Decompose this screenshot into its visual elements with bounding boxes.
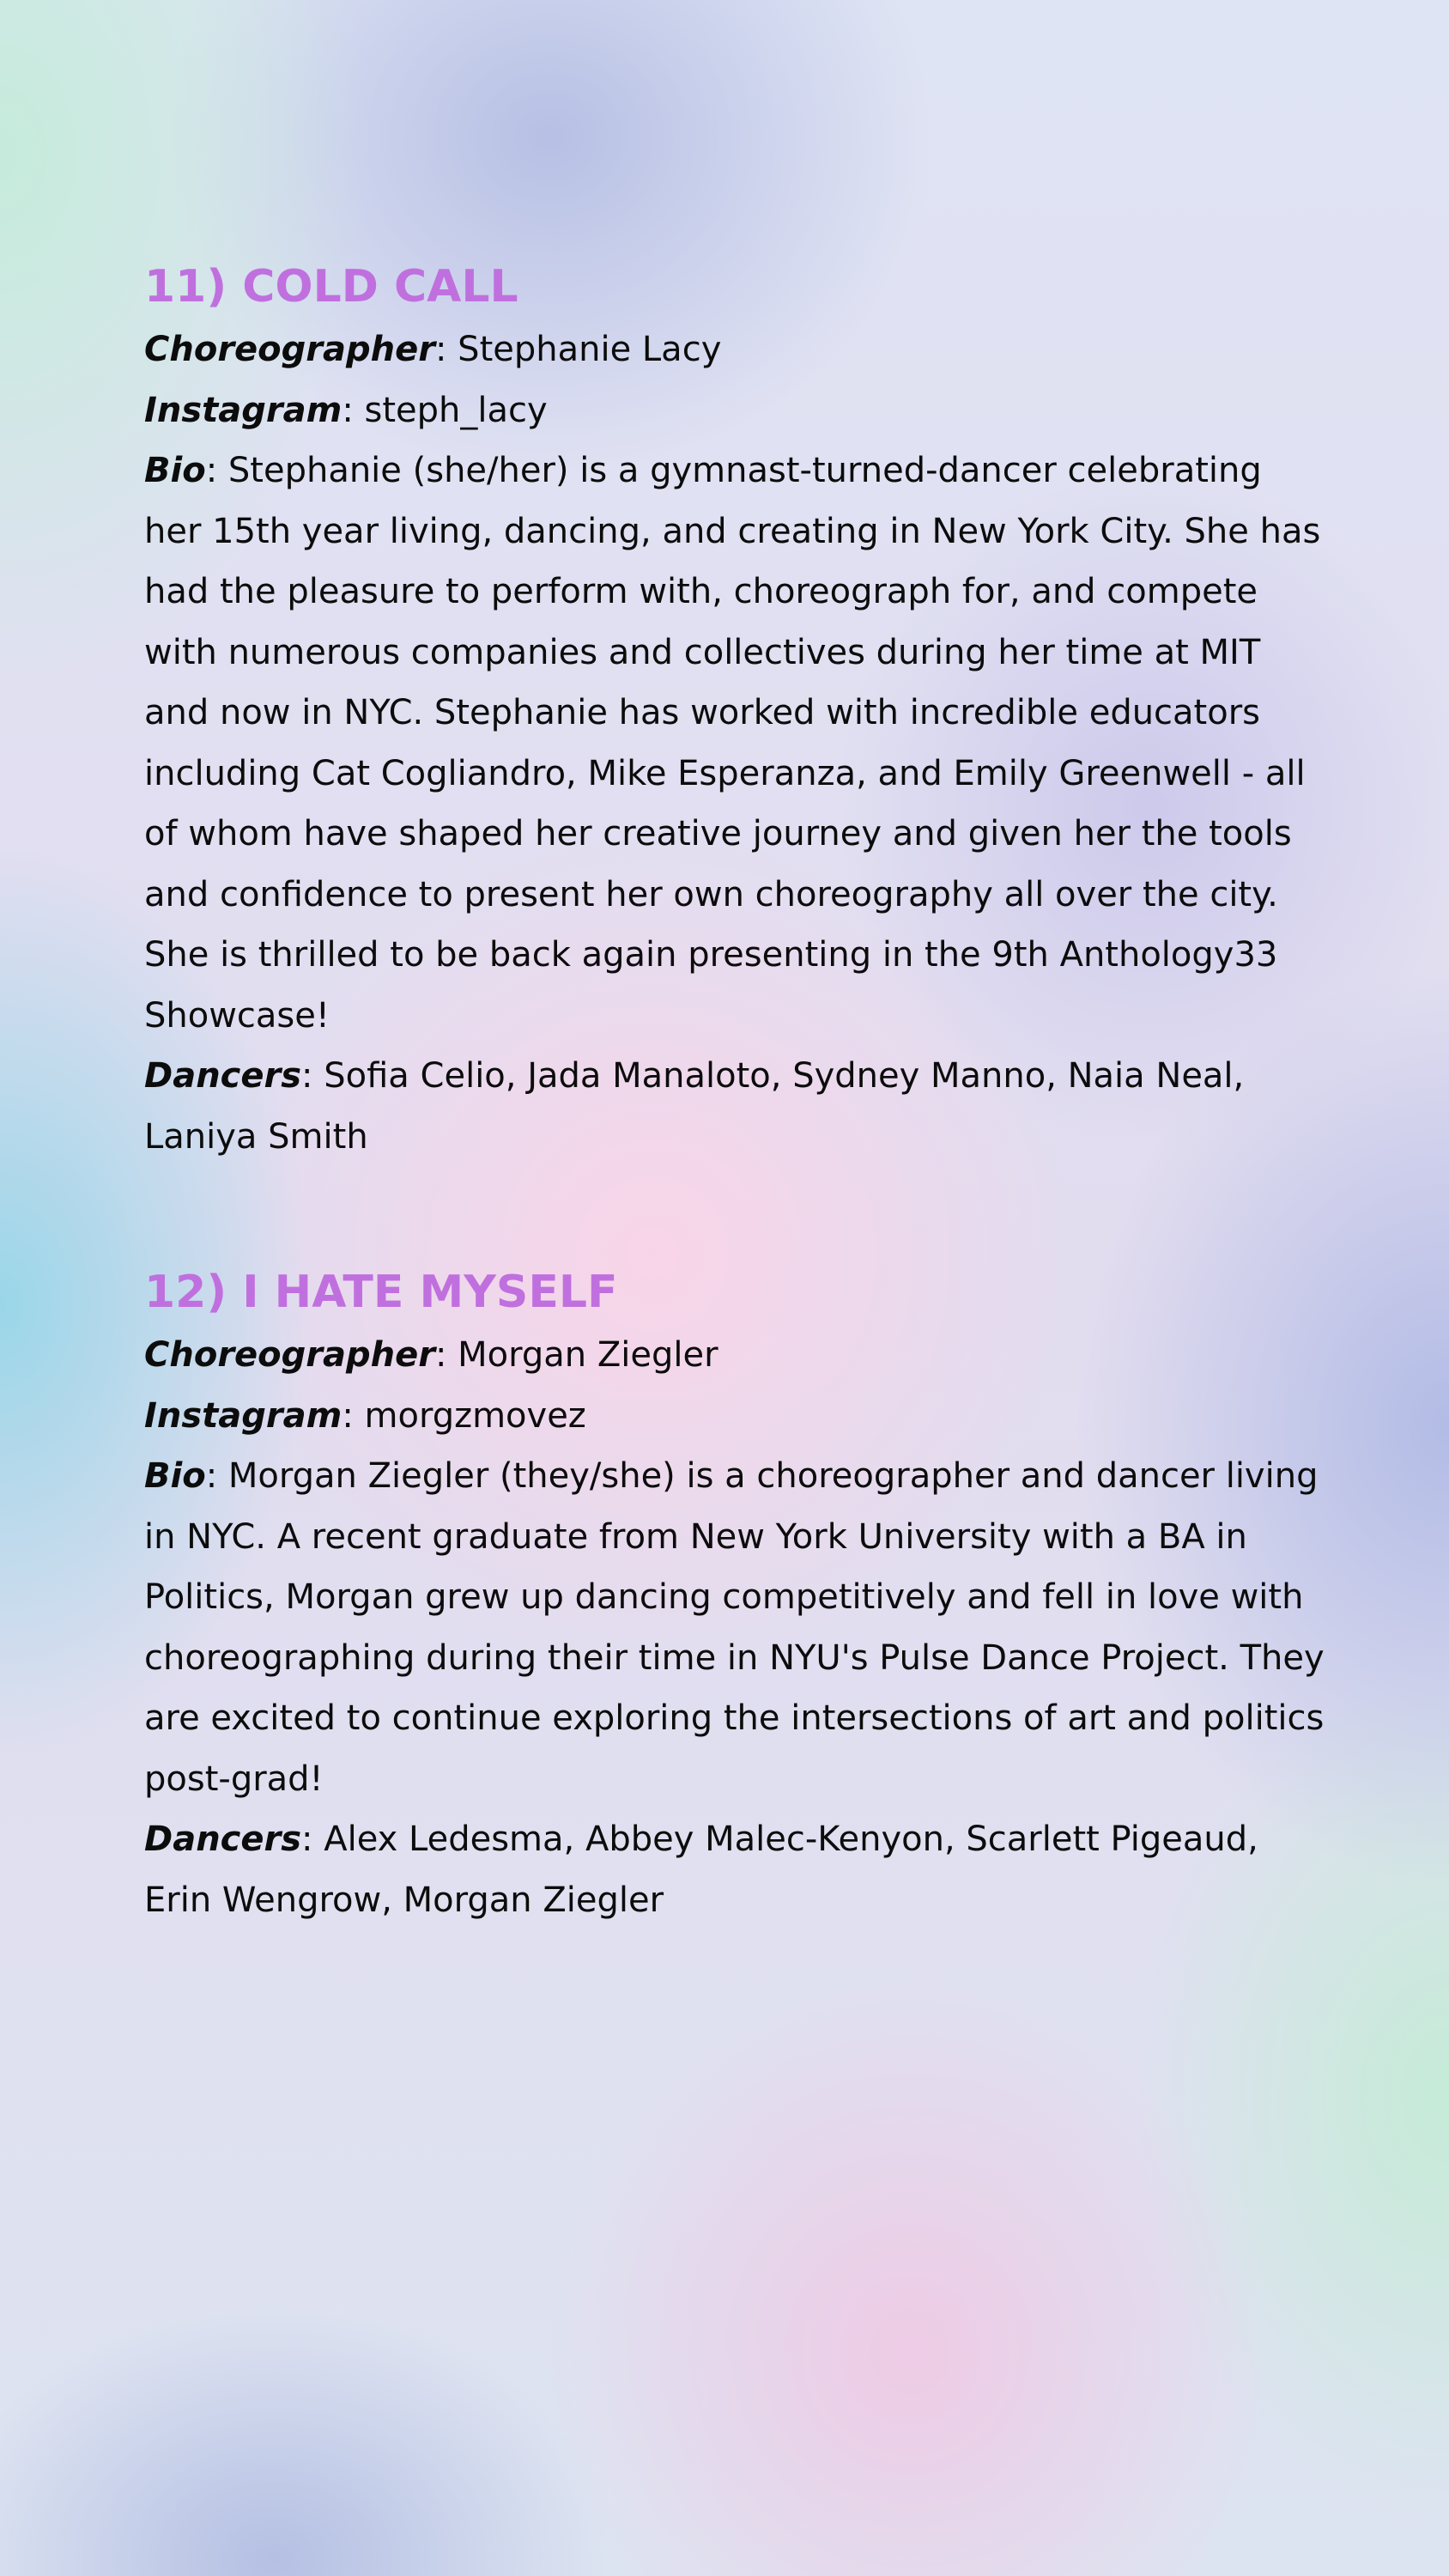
dancers-line: Dancers: Sofia Celio, Jada Manaloto, Sydney Manno, Naia Neal, Laniya Smith bbox=[144, 1056, 1245, 1157]
act-title: 11) COLD CALL bbox=[144, 261, 518, 313]
choreographer-line: Choreographer: Morgan Ziegler bbox=[144, 1335, 718, 1375]
dancers-label: Dancers bbox=[144, 1820, 302, 1859]
bio-label: Bio bbox=[144, 451, 206, 490]
bio-paragraph: Bio: Morgan Ziegler (they/she) is a choreographer and dancer living in NYC. A recent graduate from New York University with a BA in Politics, Morgan grew up dancing competitively and fell in love with choreographing during their time in NYU's Pulse Dance Project. They are excited to continue exploring the intersections of art and politics post-grad! bbox=[144, 1456, 1325, 1799]
bio-paragraph: Bio: Stephanie (she/her) is a gymnast-turned-dancer celebrating her 15th year living, dancing, and creating in New York City. She has had the pleasure to perform with, choreograph for, and compete with numerous companies and collectives during her time at MIT and now in NYC. Stephanie has worked with incredible educators including Cat Cogliandro, Mike Esperanza, and Emily Greenwell - all of whom have shaped her creative journey and given her the tools and confidence to present her own choreography all over the city. She is thrilled to be back again presenting in the 9th Anthology33 Showcase! bbox=[144, 451, 1321, 1036]
instagram-handle: morgzmovez bbox=[364, 1395, 586, 1436]
instagram-line: Instagram: steph_lacy bbox=[144, 390, 548, 430]
choreographer-label: Choreographer bbox=[144, 1335, 435, 1375]
instagram-handle: steph_lacy bbox=[364, 390, 548, 430]
act-11 bbox=[144, 256, 1329, 1167]
bio-text: Stephanie (she/her) is a gymnast-turned-dancer celebrating her 15th year living, dancing, and creating in New York City. She has had the pleasure to perform with, choreograph for, and compete with numerous companies and collectives during her time at MIT and now in NYC. Stephanie has worked with incredible educators including Cat Cogliandro, Mike Esperanza, and Emily Greenwell - all of whom have shaped her creative journey and given her the tools and confidence to present her own choreography all over the city. She is thrilled to be back again presenting in the 9th Anthology33 Showcase! bbox=[144, 451, 1321, 1036]
choreographer-name: Stephanie Lacy bbox=[458, 330, 722, 369]
instagram-label: Instagram bbox=[144, 1395, 343, 1436]
dancers-label: Dancers bbox=[144, 1056, 302, 1096]
choreographer-line: Choreographer: Stephanie Lacy bbox=[144, 330, 722, 369]
choreographer-name: Morgan Ziegler bbox=[458, 1335, 718, 1375]
dancers-list: Sofia Celio, Jada Manaloto, Sydney Manno, Naia Neal, Laniya Smith bbox=[144, 1056, 1245, 1157]
instagram-label: Instagram bbox=[144, 390, 343, 430]
act-title: 12) I HATE MYSELF bbox=[144, 1267, 618, 1318]
instagram-line: Instagram: morgzmovez bbox=[144, 1395, 586, 1436]
choreographer-label: Choreographer bbox=[144, 330, 435, 369]
dancers-list: Alex Ledesma, Abbey Malec-Kenyon, Scarlett Pigeaud, Erin Wengrow, Morgan Ziegler bbox=[144, 1820, 1258, 1920]
bio-text: Morgan Ziegler (they/she) is a choreographer and dancer living in NYC. A recent graduate from New York University with a BA in Politics, Morgan grew up dancing competitively and fell in love with choreographing during their time in NYU's Pulse Dance Project. They are excited to continue exploring the intersections of art and politics post-grad! bbox=[144, 1456, 1325, 1799]
dancers-line: Dancers: Alex Ledesma, Abbey Malec-Kenyon, Scarlett Pigeaud, Erin Wengrow, Morgan Ziegler bbox=[144, 1820, 1258, 1920]
program-content bbox=[144, 256, 1329, 1930]
bio-label: Bio bbox=[144, 1456, 206, 1496]
act-12 bbox=[144, 1261, 1329, 1930]
